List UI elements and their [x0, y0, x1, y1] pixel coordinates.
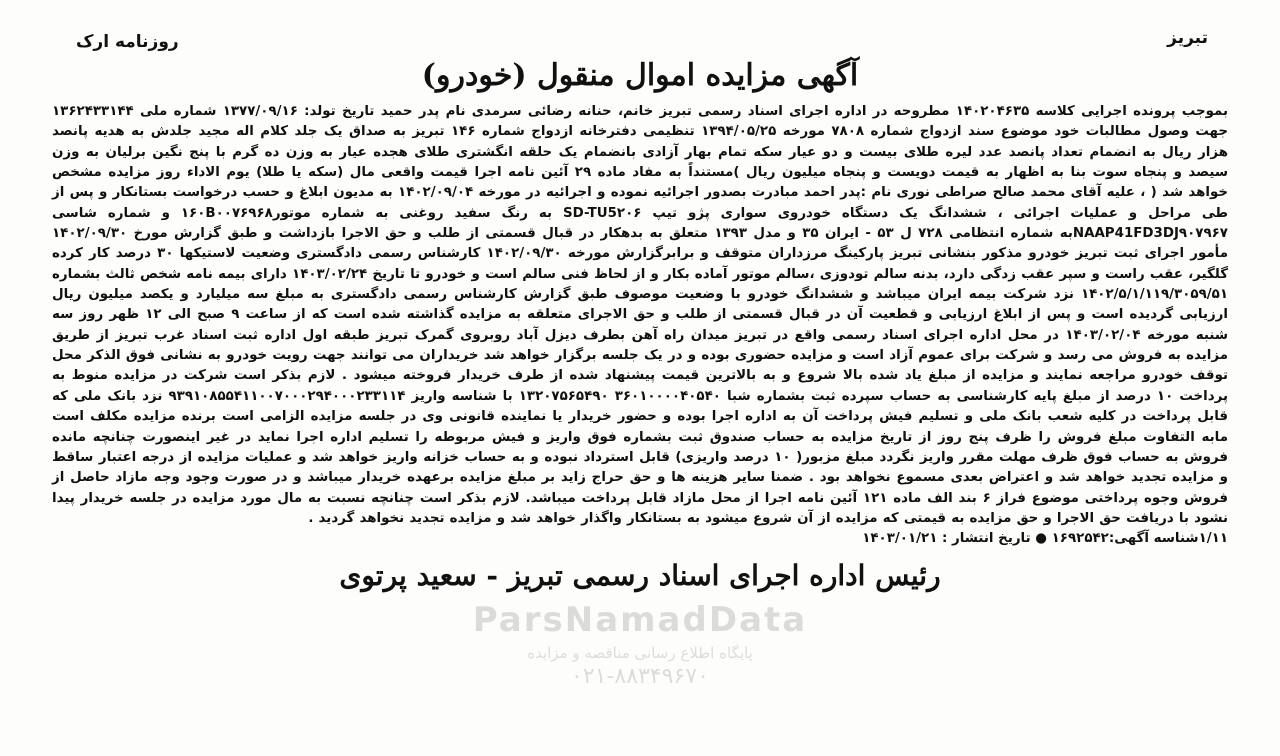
city-label: تبریز: [1167, 28, 1208, 48]
header-bar: [52, 14, 1228, 52]
newspaper-name: روزنامه ارک: [76, 32, 179, 52]
signature-line: رئیس اداره اجرای اسناد رسمی تبریز - سعید پرتوی: [339, 559, 941, 593]
ad-id-and-publish-date: ۱/۱۱شناسه آگهی:۱۶۹۲۵۴۲ ● تاریخ انتشار : ۱۴۰۳/۰۱/۲۱: [862, 531, 1228, 547]
ad-body-text: بموجب پرونده اجرایی کلاسه ۱۴۰۲۰۴۶۳۵ مطروحه در اداره اجرای اسناد رسمی تبریز خانم، حنانه رضائی سرمدی نام پدر حمید تاریخ تولد: ۱۳۷۷/۰۹/۱۶ شماره ملی ۱۳۶۲۴۳۳۱۴۴ جهت وصول مطالبات خود موضوع سند ازدواج شماره ۷۸۰۸ مورخه ۱۳۹۴/۰۵/۲۵ تنظیمی دفترخانه ازدواج شماره ۱۴۶ تبریز به صداق یک جلد کلام اله مجید جلدش به هدیه پانصد هزار ریال به انضمام تعداد پانصد عدد لیره طلای بیست و دو عیار سکه تمام بهار آزادی بانضمام یک حلقه انگشتری طلای هجده عیار به وزن ده گرم با پنج نگین برلیان به وزن سیصد و پنجاه سوت بنا به اظهار به قیمت دویست و پنجاه میلیون ریال )مستنداً به مفاد ماده ۲۹ آئین نامه اجرا قیمت واقعی مال (سکه یا طلا) یوم الاداء روز مزایده مشخص خواهد شد ( ، علیه آقای محمد صالح صراطی نوری نام :پدر احمد مبادرت بصدور اجرائیه نموده و اجرائیه در مورخه ۱۴۰۲/۰۹/۰۴ به مدیون ابلاغ و حسب درخواست بستانکار و پس از طی مراحل و عملیات اجرائی ، ششدانگ یک دستگاه خودروی سواری پژو تیپ SD-TU5۲۰۶ به رنگ سفید روغنی به شماره موتور۱۶۰B۰۰۷۶۹۶۸ و شماره شاسی NAAP41FD3DJ۹۰۷۹۶۷به شماره انتظامی ۷۲۸ ل ۵۳ - ایران ۳۵ و مدل ۱۳۹۳ متعلق به بدهکار در قبال قسمتی از طلب و حق الاجرا بازداشت و طبق گزارش مورخ ۱۴۰۲/۰۹/۳۰ مأمور اجرای ثبت تبریز خودرو مذکور بنشانی تبریز پارکینگ مرزداران متوقف و برابرگزارش مورخه ۱۴۰۲/۰۹/۳۰ کارشناس رسمی دادگستری وضعیت لاستیکها ۳۰ درصد کار کرده گلگیر، عقب راست و سپر عقب زدگی دارد، بدنه سالم تودوزی ،سالم موتور آماده بکار و از لحاظ فنی سالم است و خودرو تا تاریخ ۱۴۰۳/۰۲/۲۴ دارای بیمه نامه شخص ثالث بشماره ۱۴۰۲/۵/۱/۱۱۹/۳۰۵۹/۵۱ نزد شرکت بیمه ایران میباشد و ششدانگ خودرو با وضعیت موصوف طبق گزارش کارشناس رسمی دادگستری به مبلغ سه میلیارد و یکصد میلیون ریال ارزیابی گردیده است و پس از ابلاغ ارزیابی و قطعیت آن در قبال قسمتی از طلب و حق الاجرای متعلقه به مزایده گذاشته شده است که از ساعت ۹ صبح الی ۱۲ ظهر روز سه شنبه مورخه ۱۴۰۳/۰۲/۰۴ در محل اداره اجرای اسناد رسمی واقع در تبریز میدان راه آهن بطرف دیزل آباد روبروی گمرک تبریز طبقه اول اداره ثبت اسناد غرب تبریز از طریق مزایده به فروش می رسد و شرکت برای عموم آزاد است و مزایده حضوری بوده و در یک جلسه برگزار خواهد شد خریداران می توانند جهت رویت خودرو به نشانی فوق الذکر محل توقف خودرو مراجعه نمایند و مزایده از مبلغ یاد شده بالا شروع و به بالاترین قیمت پیشنهاد شده از طرف خریدار فروخته میشود . لازم بذکر است شرکت در مزایده منوط به پرداخت ۱۰ درصد از مبلغ پایه کارشناسی به حساب سپرده ثبت بشماره شبا ۳۶۰۱۰۰۰۰۴۰۵۴۰ ۱۳۲۰۷۵۶۵۴۹۰ با شناسه واریز ۹۳۹۱۰۸۵۵۴۱۱۰۰۷۰۰۰۲۹۴۰۰۰۲۳۳۱۱۴ نزد بانک ملی که قابل پرداخت در کلیه شعب بانک ملی و تسلیم فیش پرداخت آن به اداره اجرا بوده و حضور خریدار یا نماینده قانونی وی در جلسه مزایده الزامی است برنده مزایده مکلف است مابه التفاوت مبلغ فروش را ظرف پنج روز از تاریخ مزایده به حساب صندوق ثبت بشماره فوق واریز و فیش مربوطه را تسلیم اداره اجرا نماید در غیر اینصورت چنانچه مانده فروش به حساب فوق ظرف مهلت مقرر واریز نگردد مبلغ مزبور( ۱۰ درصد واریزی) قابل استرداد نبوده و به حساب خزانه واریز خواهد شد و عملیات مزایده از درجه اعتبار ساقط و مزایده تجدید خواهد شد و اعتراض بعدی مسموع نخواهد بود . ضمنا سایر هزینه ها و حق حراج زاید بر مبلغ مزایده برعهده خریدار میباشد و در صورت وجود وجه مازاد حاصل از فروش وجوه پرداختی موضوع فراز ۶ بند الف ماده ۱۲۱ آئین نامه اجرا از محل مازاد قابل پرداخت میباشد. لازم بذکر است چنانچه نسبت به مال مورد مزایده در جلسه خریدار پیدا نشود با دریافت حق الاجرا و حق مزایده به قیمتی که مزایده از آن شروع میشود به بستانکار واگذار خواهد شد و مزایده تجدید نخواهد گردید .: [52, 104, 1229, 526]
ad-title: آگهی مزایده اموال منقول (خودرو): [421, 58, 859, 93]
